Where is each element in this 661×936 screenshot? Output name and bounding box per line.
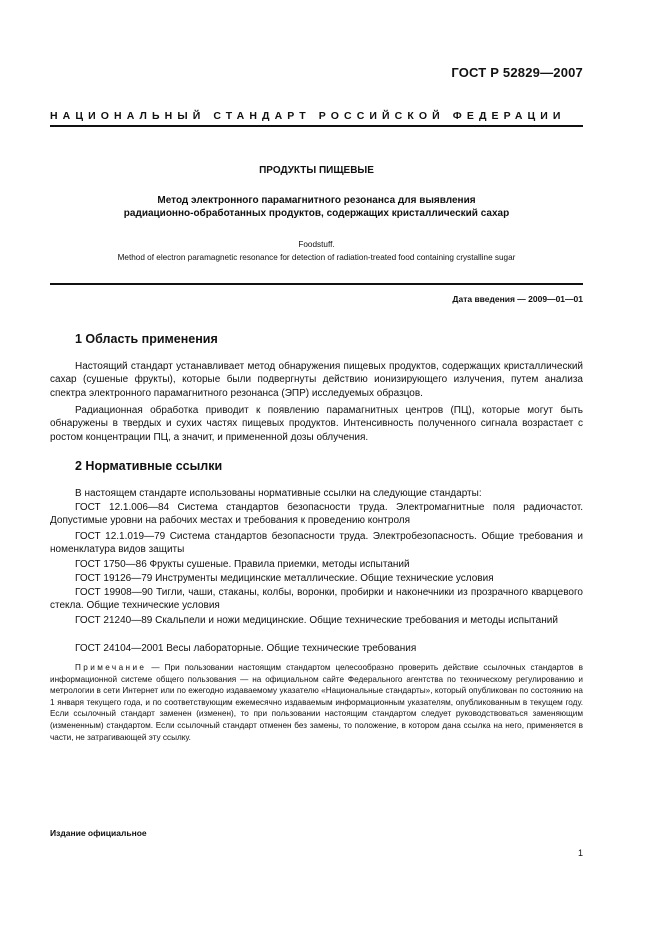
- document-title: ПРОДУКТЫ ПИЩЕВЫЕ: [259, 165, 374, 176]
- reference-item: ГОСТ 24104—2001 Весы лабораторные. Общие технические требования: [75, 643, 417, 654]
- document-subtitle: [50, 194, 583, 220]
- reference-item: ГОСТ 19908—90 Тигли, чаши, стаканы, колбы, воронки, пробирки и наконечники из прозрачного кварцевого стекла. Общие технические условия: [50, 587, 583, 612]
- subtitle-line-1: Метод электронного парамагнитного резонанса для выявления: [157, 195, 476, 206]
- english-title: [50, 238, 583, 264]
- introduction-date: Дата введения — 2009—01—01: [452, 294, 583, 304]
- middle-divider: [50, 283, 583, 285]
- note-text: — При пользовании настоящим стандартом целесообразно проверить действие ссылочных стандартов в информационной системе общего пользования — на официальном сайте Федерального агентства по техническому регулированию и метрологии в сети Интернет или по ежегодно издаваемому указателю «Национальные стандарты», который опубликован по состоянию на 1 января текущего года, и по соответствующим ежемесячно издаваемым информационным указателям, опубликованным в текущем году. Если ссылочный стандарт заменен (изменен), то при пользовании настоящим стандартом следует руководствоваться заменяющим (измененным) стандартом. Если ссылочный стандарт отменен без замены, то положение, в котором дана ссылка на него, применяется в части, не затрагивающей эту ссылку.: [50, 663, 583, 742]
- national-standard-banner: НАЦИОНАЛЬНЫЙ СТАНДАРТ РОССИЙСКОЙ ФЕДЕРАЦИИ: [50, 110, 566, 122]
- reference-item: ГОСТ 19126—79 Инструменты медицинские металлические. Общие технические условия: [75, 573, 494, 584]
- top-divider: [50, 125, 583, 127]
- reference-item: ГОСТ 1750—86 Фрукты сушеные. Правила приемки, методы испытаний: [75, 559, 410, 570]
- document-code: ГОСТ Р 52829—2007: [451, 65, 583, 80]
- section-2-heading: 2 Нормативные ссылки: [75, 459, 223, 473]
- reference-item: ГОСТ 12.1.019—79 Система стандартов безопасности труда. Электробезопасность. Общие требования и номенклатура видов защиты: [50, 531, 583, 556]
- english-title-line-2: Method of electron paramagnetic resonance for detection of radiation-treated food containing crystalline sugar: [117, 253, 516, 262]
- note-label: Примечание: [75, 663, 147, 672]
- section-1-paragraph-2: Радиационная обработка приводит к появлению парамагнитных центров (ПЦ), которые могут быть обнаружены в твердых и сухих частях пищевых продуктов. Интенсивность полученного сигнала возрастает с ростом концентрации ПЦ, а значит, и примененной дозы облучения.: [50, 405, 583, 443]
- page-number: 1: [577, 848, 583, 858]
- reference-item: ГОСТ 21240—89 Скальпели и ножи медицинские. Общие технические требования и методы испытаний: [75, 615, 558, 626]
- section-1-paragraph-1: Настоящий стандарт устанавливает метод обнаружения пищевых продуктов, содержащих кристаллический сахар (сушеные фрукты), которые были подвергнуты действию ионизирующего излучения, путем анализа спектра электронного парамагнитного резонанса (ЭПР) исследуемых образцов.: [50, 361, 583, 399]
- section-1-heading: 1 Область применения: [75, 332, 218, 346]
- english-title-line-1: Foodstuff.: [298, 240, 335, 249]
- official-edition-label: Издание официальное: [50, 828, 147, 838]
- section-2-intro: В настоящем стандарте использованы нормативные ссылки на следующие стандарты:: [75, 488, 482, 499]
- subtitle-line-2: радиационно-обработанных продуктов, содержащих кристаллический сахар: [123, 208, 510, 219]
- reference-item: ГОСТ 12.1.006—84 Система стандартов безопасности труда. Электромагнитные поля радиочастот. Допустимые уровни на рабочих местах и требования к проведению контроля: [50, 502, 583, 527]
- note-block: [50, 662, 583, 743]
